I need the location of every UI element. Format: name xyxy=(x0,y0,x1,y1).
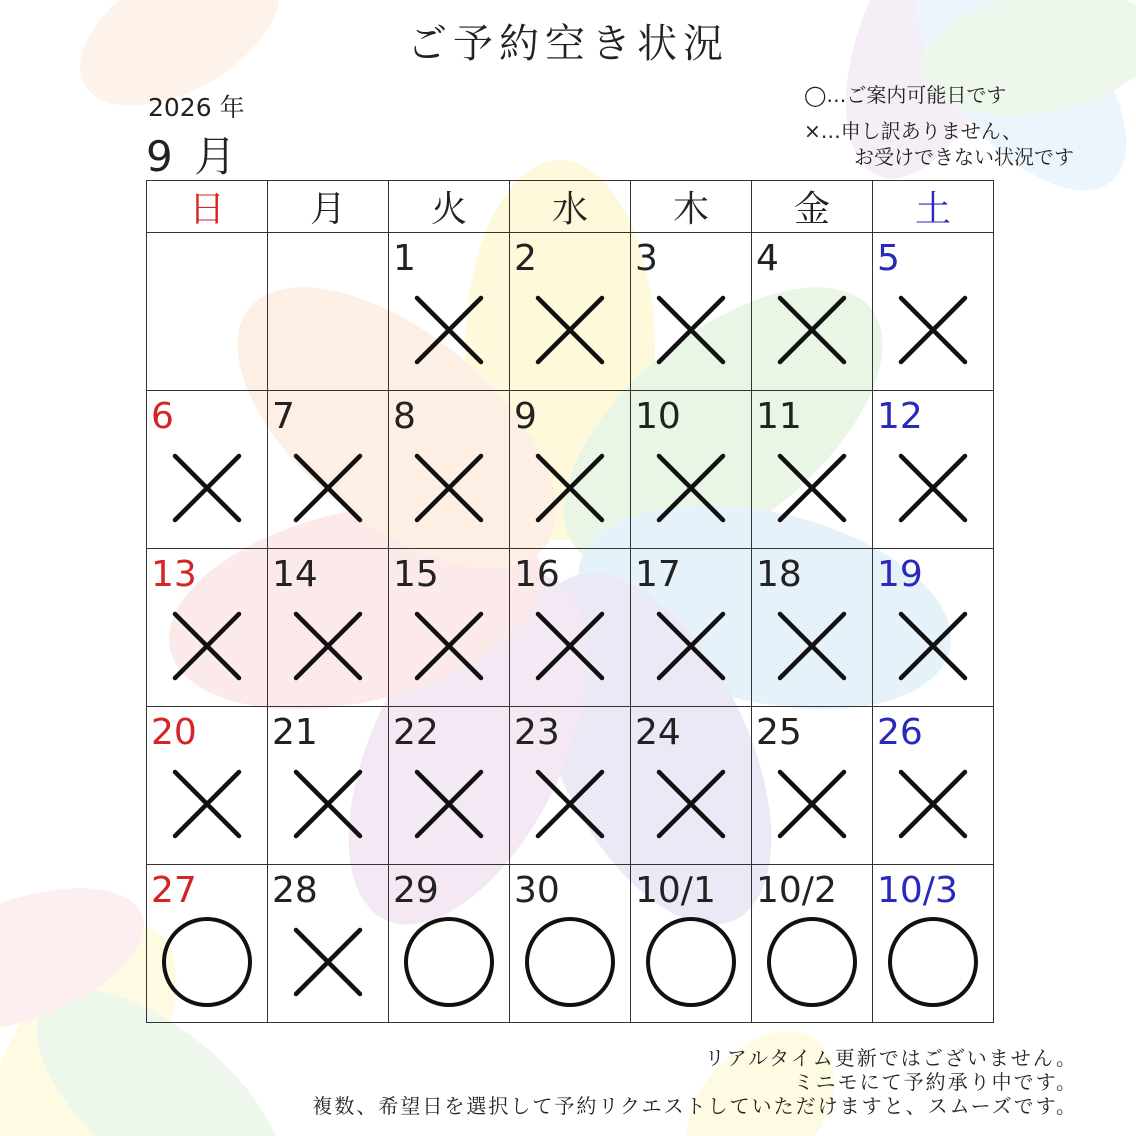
unavailable-cross-mark xyxy=(280,756,376,852)
unavailable-cross-mark xyxy=(159,756,255,852)
calendar-day-cell xyxy=(147,707,268,865)
day-number: 18 xyxy=(756,554,802,595)
unavailable-cross-mark xyxy=(643,598,739,694)
available-circle-mark xyxy=(885,914,981,1010)
calendar-week-row xyxy=(147,865,994,1023)
calendar-day-cell xyxy=(510,233,631,391)
unavailable-cross-mark xyxy=(401,756,497,852)
calendar-day-cell xyxy=(147,391,268,549)
day-number: 26 xyxy=(877,712,923,753)
footer-note-request: 複数、希望日を選択して予約リクエストしていただけますと、スムーズです。 xyxy=(312,1094,1078,1118)
calendar-empty-cell xyxy=(268,233,389,391)
unavailable-cross-mark xyxy=(885,756,981,852)
day-number: 7 xyxy=(272,396,295,437)
day-number: 12 xyxy=(877,396,923,437)
calendar-day-cell xyxy=(752,865,873,1023)
unavailable-cross-mark xyxy=(643,282,739,378)
day-number: 10/2 xyxy=(756,870,837,911)
day-number: 3 xyxy=(635,238,658,279)
unavailable-cross-mark xyxy=(643,440,739,536)
calendar-day-cell xyxy=(389,707,510,865)
calendar-day-cell xyxy=(873,391,994,549)
calendar-day-cell xyxy=(873,233,994,391)
calendar-week-row xyxy=(147,233,994,391)
unavailable-cross-mark xyxy=(522,282,618,378)
day-number: 24 xyxy=(635,712,681,753)
footer-note-minimo: ミニモにて予約承り中です。 xyxy=(793,1070,1078,1094)
day-number: 28 xyxy=(272,870,318,911)
calendar-day-cell xyxy=(268,707,389,865)
legend-available: ◯…ご案内可能日です xyxy=(804,83,1007,107)
day-number: 29 xyxy=(393,870,439,911)
unavailable-cross-mark xyxy=(885,282,981,378)
footer-note-realtime: リアルタイム更新ではございません。 xyxy=(704,1046,1078,1070)
calendar-day-cell xyxy=(147,865,268,1023)
unavailable-cross-mark xyxy=(280,440,376,536)
calendar-day-cell xyxy=(631,549,752,707)
calendar-day-cell xyxy=(631,865,752,1023)
available-circle-mark xyxy=(522,914,618,1010)
day-number: 4 xyxy=(756,238,779,279)
weekday-saturday: 土 xyxy=(873,181,994,233)
unavailable-cross-mark xyxy=(401,598,497,694)
unavailable-cross-mark xyxy=(401,440,497,536)
calendar-day-cell xyxy=(147,549,268,707)
day-number: 13 xyxy=(151,554,197,595)
calendar-week-row xyxy=(147,707,994,865)
calendar-week-row xyxy=(147,391,994,549)
calendar-day-cell xyxy=(389,391,510,549)
calendar-day-cell xyxy=(631,391,752,549)
calendar-day-cell xyxy=(268,391,389,549)
day-number: 14 xyxy=(272,554,318,595)
calendar-day-cell xyxy=(873,549,994,707)
day-number: 2 xyxy=(514,238,537,279)
calendar-day-cell xyxy=(268,549,389,707)
day-number: 25 xyxy=(756,712,802,753)
day-number: 17 xyxy=(635,554,681,595)
available-circle-mark xyxy=(401,914,497,1010)
calendar-day-cell xyxy=(631,707,752,865)
calendar-day-cell xyxy=(389,865,510,1023)
calendar-day-cell xyxy=(510,865,631,1023)
calendar-day-cell xyxy=(510,549,631,707)
day-number: 20 xyxy=(151,712,197,753)
available-circle-mark xyxy=(764,914,860,1010)
legend xyxy=(804,82,1074,170)
unavailable-cross-mark xyxy=(522,598,618,694)
calendar-day-cell xyxy=(389,549,510,707)
calendar-empty-cell xyxy=(147,233,268,391)
unavailable-cross-mark xyxy=(280,914,376,1010)
legend-unavailable: ×…申し訳ありません、 xyxy=(804,119,1022,143)
calendar-day-cell xyxy=(752,549,873,707)
unavailable-cross-mark xyxy=(764,282,860,378)
available-circle-mark xyxy=(159,914,255,1010)
weekday-tuesday: 火 xyxy=(389,181,510,233)
calendar-day-cell xyxy=(752,233,873,391)
day-number: 22 xyxy=(393,712,439,753)
calendar-day-cell xyxy=(510,707,631,865)
unavailable-cross-mark xyxy=(522,756,618,852)
day-number: 1 xyxy=(393,238,416,279)
year-label: 2026 年 xyxy=(148,93,245,122)
unavailable-cross-mark xyxy=(159,598,255,694)
weekday-monday: 月 xyxy=(268,181,389,233)
unavailable-cross-mark xyxy=(643,756,739,852)
unavailable-cross-mark xyxy=(280,598,376,694)
unavailable-cross-mark xyxy=(764,598,860,694)
day-number: 11 xyxy=(756,396,802,437)
weekday-thursday: 木 xyxy=(631,181,752,233)
day-number: 5 xyxy=(877,238,900,279)
unavailable-cross-mark xyxy=(401,282,497,378)
day-number: 19 xyxy=(877,554,923,595)
day-number: 27 xyxy=(151,870,197,911)
calendar-day-cell xyxy=(631,233,752,391)
unavailable-cross-mark xyxy=(764,756,860,852)
day-number: 10 xyxy=(635,396,681,437)
calendar-week-row xyxy=(147,549,994,707)
legend-unavailable-continued: お受けできない状況です xyxy=(854,145,1074,169)
calendar-day-cell xyxy=(268,865,389,1023)
day-number: 6 xyxy=(151,396,174,437)
unavailable-cross-mark xyxy=(159,440,255,536)
unavailable-cross-mark xyxy=(885,440,981,536)
calendar-day-cell xyxy=(752,391,873,549)
calendar-day-cell xyxy=(510,391,631,549)
day-number: 23 xyxy=(514,712,560,753)
calendar-day-cell xyxy=(389,233,510,391)
calendar-day-cell xyxy=(873,865,994,1023)
day-number: 8 xyxy=(393,396,416,437)
day-number: 15 xyxy=(393,554,439,595)
weekday-friday: 金 xyxy=(752,181,873,233)
calendar-day-cell xyxy=(873,707,994,865)
unavailable-cross-mark xyxy=(522,440,618,536)
unavailable-cross-mark xyxy=(885,598,981,694)
weekday-wednesday: 水 xyxy=(510,181,631,233)
footer-notes xyxy=(312,1046,1078,1118)
calendar-day-cell xyxy=(752,707,873,865)
day-number: 21 xyxy=(272,712,318,753)
day-number: 10/3 xyxy=(877,870,958,911)
unavailable-cross-mark xyxy=(764,440,860,536)
calendar-grid xyxy=(146,180,994,1023)
day-number: 30 xyxy=(514,870,560,911)
month-label: 9 月 xyxy=(146,132,241,181)
weekday-header-row xyxy=(147,181,994,233)
day-number: 9 xyxy=(514,396,537,437)
weekday-sunday: 日 xyxy=(147,181,268,233)
available-circle-mark xyxy=(643,914,739,1010)
day-number: 10/1 xyxy=(635,870,716,911)
page-title: ご予約空き状況 xyxy=(407,21,729,67)
day-number: 16 xyxy=(514,554,560,595)
